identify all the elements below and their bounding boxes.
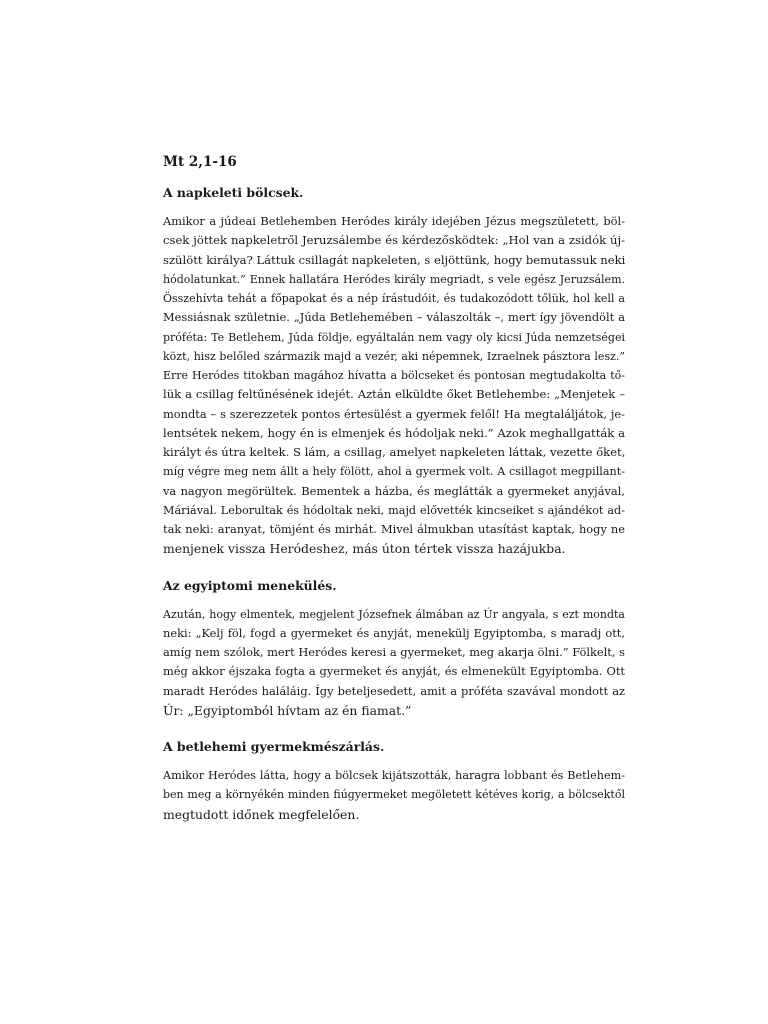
- scripture-reference: Mt 2,1-16: [163, 154, 237, 170]
- body-line: csek jöttek napkeletről Jeruzsálembe és kérdezősködtek: „Hol van a zsidók új-: [163, 233, 625, 248]
- section-body-massacre: [163, 766, 625, 824]
- section-heading-massacre: A betlehemi gyermekmészárlás.: [163, 739, 385, 754]
- body-line: menjenek vissza Heródeshez, más úton tértek vissza hazájukba.: [163, 541, 566, 557]
- body-line: közt, hisz belőled származik majd a vezér, aki népemnek, Izraelnek pásztora lesz.”: [163, 349, 625, 363]
- body-line: Amikor Heródes látta, hogy a bölcsek kijátszották, haragra lobbant és Betlehem-: [163, 769, 625, 782]
- body-line: ben meg a környékén minden fiúgyermeket megöletett kétéves korig, a bölcsektől: [163, 788, 625, 802]
- body-line: Máriával. Leborultak és hódoltak neki, majd elővették kincseiket s ajándékot ad-: [163, 503, 625, 517]
- body-line: Amikor a júdeai Betlehemben Heródes király idejében Jézus megszületett, böl-: [163, 214, 625, 228]
- body-line: próféta: Te Betlehem, Júda földje, egyáltalán nem vagy oly kicsi Júda nemzetségei: [163, 330, 625, 344]
- body-line: lentsétek nekem, hogy én is elmenjek és hódoljak neki.” Azok meghallgatták a: [163, 425, 625, 440]
- body-line: Messiásnak születnie. „Júda Betlehemében – válaszolták –, mert így jövendölt a: [163, 310, 625, 325]
- body-line: Összehívta tehát a főpapokat és a nép írástudóit, és tudakozódott tőlük, hol kell a: [163, 292, 625, 305]
- body-line: hódolatunkat.” Ennek hallatára Heródes király megriadt, s vele egész Jeruzsálem.: [163, 272, 625, 286]
- body-line: mondta – s szerezzetek pontos értesülést a gyermek felől! Ha megtaláljátok, je-: [163, 406, 625, 421]
- body-line: tak neki: aranyat, tömjént és mirhát. Mivel álmukban utasítást kaptak, hogy ne: [163, 522, 625, 536]
- body-line: még akkor éjszaka fogta a gyermeket és anyját, és elmenekült Egyiptomba. Ott: [163, 664, 625, 679]
- section-heading-flight-to-egypt: Az egyiptomi menekülés.: [163, 577, 337, 593]
- body-line: megtudott időnek megfelelően.: [163, 806, 360, 822]
- body-line: maradt Heródes haláláig. Így beteljesedett, amit a próféta szavával mondott az: [163, 683, 625, 698]
- section-heading-wise-men: A napkeleti bölcsek.: [163, 185, 304, 200]
- body-line: míg végre meg nem állt a hely fölött, ahol a gyermek volt. A csillagot megpillant-: [163, 465, 625, 479]
- body-line: Erre Heródes titokban magához hívatta a bölcseket és pontosan megtudakolta tő-: [163, 369, 625, 382]
- body-line: szülött királya? Láttuk csillagát napkeleten, s eljöttünk, hogy bemutassuk neki: [163, 252, 626, 267]
- body-line: királyt és útra keltek. S lám, a csillag, amelyet napkeleten láttak, vezette őket,: [163, 445, 626, 459]
- document-page: [163, 152, 625, 841]
- body-line: lük a csillag feltűnésének idejét. Aztán elküldte őket Betlehembe: „Menjetek –: [163, 387, 625, 402]
- section-body-wise-men: [163, 212, 625, 559]
- body-line: neki: „Kelj föl, fogd a gyermeket és anyját, menekülj Egyiptomba, s maradj ott,: [163, 625, 625, 640]
- body-line: va nagyon megörültek. Bementek a házba, és meglátták a gyermeket anyjával,: [163, 483, 625, 498]
- body-line: amíg nem szólok, mert Heródes keresi a gyermeket, meg akarja ölni.” Fölkelt, s: [163, 645, 625, 659]
- body-line: Úr: „Egyiptomból hívtam az én fiamat.”: [163, 702, 412, 718]
- body-line: Azután, hogy elmentek, megjelent Józsefnek álmában az Úr angyala, s ezt mondta: [163, 607, 625, 621]
- section-body-flight-to-egypt: [163, 605, 625, 721]
